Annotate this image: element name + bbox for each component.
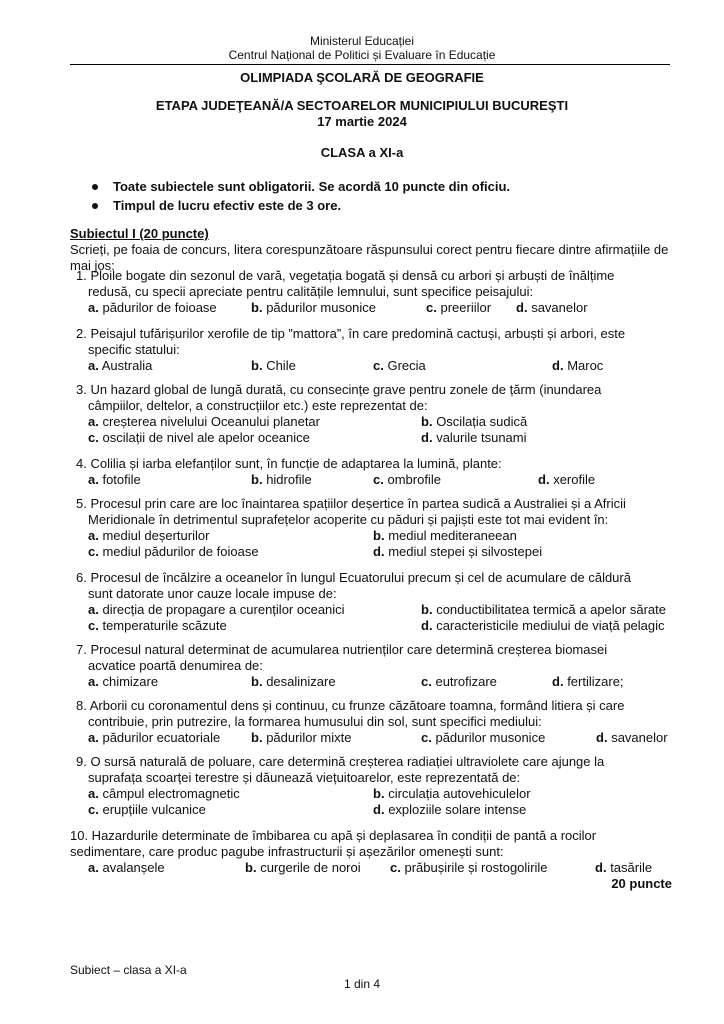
question-line: specific statului: xyxy=(88,342,180,357)
option-a: a. Australia xyxy=(88,358,153,373)
question-line: redusă, cu specii apreciate pentru calitățile lemnului, sunt specifice peisajului: xyxy=(88,284,534,299)
exam-title: OLIMPIADA ŞCOLARĂ DE GEOGRAFIE xyxy=(240,70,484,85)
option-a: a. chimizare xyxy=(88,674,159,689)
question-line: câmpiilor, deltelor, a construcțiilor etc.) este reprezentat de: xyxy=(88,398,428,413)
question-line: 6. Procesul de încălzire a oceanelor în lungul Ecuatorului precum și cel de acumulare de căldură xyxy=(76,570,631,585)
option-b: b. pădurilor musonice xyxy=(251,300,377,315)
option-a: a. pădurilor ecuatoriale xyxy=(88,730,221,745)
option-c: c. temperaturile scăzute xyxy=(88,618,227,633)
question-line: suprafața scoarței terestre și dăunează viețuitoarelor, este reprezentată de: xyxy=(88,770,521,785)
question-line: sedimentare, care produc pagube infrastructurii și așezărilor omenești sunt: xyxy=(70,844,504,859)
options-row xyxy=(76,414,678,430)
option-d: d. savanelor xyxy=(516,300,588,315)
option-a: a. fotofile xyxy=(88,472,141,487)
question-line: Meridionale în detrimentul suprafețelor acoperite cu păduri și pajiști este tot mai evident în: xyxy=(88,512,609,527)
question-7 xyxy=(70,642,678,690)
options-row xyxy=(76,602,678,618)
option-b: b. conductibilitatea termică a apelor sărate xyxy=(421,602,666,617)
question-4 xyxy=(70,456,678,488)
options-row xyxy=(70,860,672,876)
rule-item xyxy=(92,198,510,217)
subject-title: Subiectul I (20 puncte) xyxy=(70,226,209,241)
rule-item xyxy=(92,179,510,198)
exam-date: 17 martie 2024 xyxy=(317,114,407,129)
option-a: a. câmpul electromagnetic xyxy=(88,786,240,801)
question-line: 10. Hazardurile determinate de îmbibarea cu apă și deplasarea în condiții de pantă a rocilor xyxy=(70,828,597,843)
option-b: b. circulația autovehiculelor xyxy=(373,786,531,801)
options-row xyxy=(76,786,678,802)
option-c: c. oscilații de nivel ale apelor oceanice xyxy=(88,430,310,445)
header-divider xyxy=(70,64,670,65)
question-9 xyxy=(70,754,678,818)
option-c: c. preeriilor xyxy=(426,300,492,315)
options-row xyxy=(76,300,678,316)
options-row xyxy=(76,430,678,446)
option-d: d. exploziile solare intense xyxy=(373,802,527,817)
option-d: d. tasările xyxy=(595,860,653,875)
bullet-dot-icon xyxy=(92,184,98,190)
option-b: b. pădurilor mixte xyxy=(251,730,352,745)
footer-subject-label: Subiect – clasa a XI-a xyxy=(70,963,187,977)
option-c: c. prăbușirile și rostogolirile xyxy=(390,860,548,875)
options-row xyxy=(76,674,678,690)
options-row xyxy=(76,358,678,374)
option-b: b. mediul mediteraneean xyxy=(373,528,517,543)
page-number: 1 din 4 xyxy=(343,977,381,991)
ministry-name: Ministerul Educației xyxy=(309,34,415,48)
subject-intro: Scrieți, pe foaia de concurs, litera corespunzătoare răspunsului corect pentru fiecare dintre afirmațiile de mai jos: xyxy=(70,242,669,273)
exam-stage: ETAPA JUDEŢEANĂ/A SECTOARELOR MUNICIPIULUI BUCUREŞTI xyxy=(155,98,569,113)
question-line: sunt datorate unor cauze locale impuse de: xyxy=(88,586,337,601)
options-row xyxy=(76,802,678,818)
question-5 xyxy=(70,496,678,560)
question-line: 2. Peisajul tufărișurilor xerofile de tip ”mattora”, în care predomină cactuși, arbuști și arbori, este xyxy=(76,326,626,341)
options-row xyxy=(76,528,678,544)
option-d: d. caracteristicile mediului de viață pelagic xyxy=(421,618,665,633)
rule-text: Timpul de lucru efectiv este de 3 ore. xyxy=(113,198,342,213)
exam-class: CLASA a XI-a xyxy=(320,145,404,160)
subject-points: 20 puncte xyxy=(611,876,672,891)
question-line: 5. Procesul prin care are loc înaintarea spațiilor deșertice în partea sudică a Australiei și a Africii xyxy=(76,496,626,511)
options-row xyxy=(76,618,678,634)
question-line: acvatice poartă denumirea de: xyxy=(88,658,263,673)
option-d: d. fertilizare; xyxy=(552,674,624,689)
question-8 xyxy=(70,698,678,746)
option-a: a. direcția de propagare a curenților oceanici xyxy=(88,602,345,617)
question-line: 7. Procesul natural determinat de acumularea nutrienților care determină creșterea biomasei xyxy=(76,642,608,657)
option-d: d. valurile tsunami xyxy=(421,430,527,445)
option-d: d. xerofile xyxy=(538,472,596,487)
question-line: 9. O sursă naturală de poluare, care determină creșterea radiației ultraviolete care ajunge la xyxy=(76,754,605,769)
option-a: a. mediul deșerturilor xyxy=(88,528,210,543)
option-a: a. creșterea nivelului Oceanului planetar xyxy=(88,414,320,429)
option-c: c. mediul pădurilor de foioase xyxy=(88,544,259,559)
question-6 xyxy=(70,570,678,634)
question-line: 1. Ploile bogate din sezonul de vară, vegetația bogată și densă cu arbori și arbuști de înălțime xyxy=(76,268,615,283)
question-line: 8. Arborii cu coronamentul dens și continuu, cu frunze căzătoare toamna, formând litiera și care xyxy=(76,698,625,713)
option-b: b. Chile xyxy=(251,358,296,373)
option-b: b. Oscilația sudică xyxy=(421,414,528,429)
bullet-dot-icon xyxy=(92,203,98,209)
center-name: Centrul Național de Politici și Evaluare în Educație xyxy=(228,48,496,62)
option-a: a. pădurilor de foioase xyxy=(88,300,217,315)
question-2 xyxy=(70,326,678,374)
option-d: d. savanelor xyxy=(596,730,668,745)
option-a: a. avalanșele xyxy=(88,860,165,875)
option-b: b. hidrofile xyxy=(251,472,312,487)
question-line: contribuie, prin putrezire, la formarea humusului din sol, sunt specifici mediului: xyxy=(88,714,542,729)
option-c: c. ombrofile xyxy=(373,472,441,487)
option-c: c. eutrofizare xyxy=(421,674,497,689)
option-b: b. desalinizare xyxy=(251,674,336,689)
question-3 xyxy=(70,382,678,446)
options-row xyxy=(76,730,678,746)
subject-section xyxy=(70,226,672,274)
options-row xyxy=(76,544,678,560)
option-d: d. mediul stepei și silvostepei xyxy=(373,544,543,559)
option-c: c. Grecia xyxy=(373,358,426,373)
rules-list xyxy=(92,179,510,217)
option-d: d. Maroc xyxy=(552,358,604,373)
option-c: c. pădurilor musonice xyxy=(421,730,546,745)
option-b: b. curgerile de noroi xyxy=(245,860,361,875)
question-line: 3. Un hazard global de lungă durată, cu consecințe grave pentru zonele de țărm (inundarea xyxy=(76,382,602,397)
options-row xyxy=(76,472,678,488)
question-10 xyxy=(70,828,672,876)
rule-text: Toate subiectele sunt obligatorii. Se acordă 10 puncte din oficiu. xyxy=(113,179,511,194)
option-c: c. erupțiile vulcanice xyxy=(88,802,206,817)
question-line: 4. Colilia și iarba elefanților sunt, în funcție de adaptarea la lumină, plante: xyxy=(76,456,502,471)
question-1 xyxy=(70,268,678,316)
